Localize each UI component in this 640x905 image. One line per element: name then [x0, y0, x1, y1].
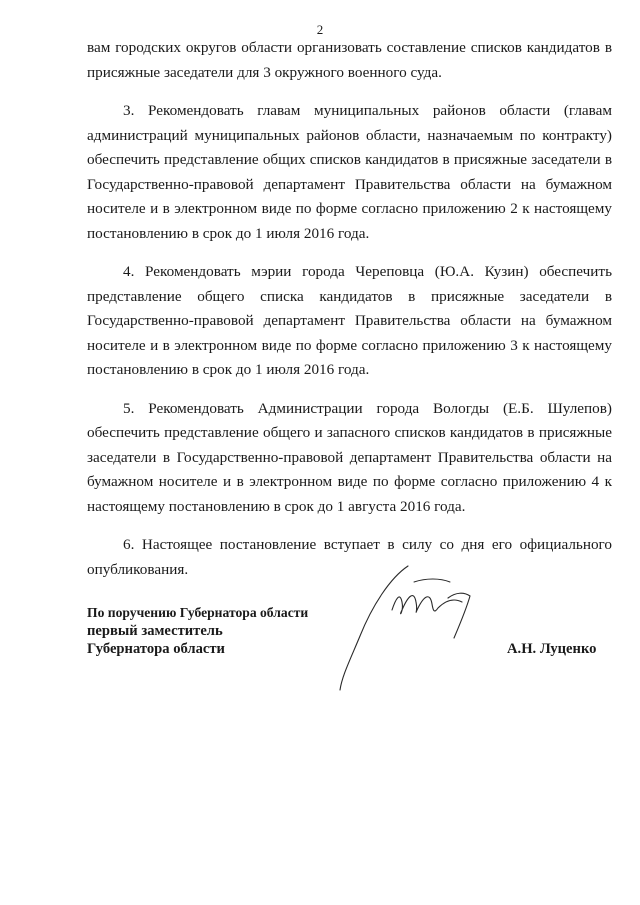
position-line-2: Губернатора области — [87, 641, 225, 657]
paragraph-item-3: 3. Рекомендовать главам муниципальных районов области (главам администраций муниципальных районов области, назначаемым по контракту) обеспечить представление общих списков кандидатов в присяжные заседатели в Государственно-правовой департамент Правительства области на бумажном носителе и в электронном виде по форме согласно приложению 2 к настоящему постановлению в срок до 1 июля 2016 года. — [87, 102, 612, 242]
paragraph-item-5: 5. Рекомендовать Администрации города Вологды (Е.Б. Шулепов) обеспечить представление общего и запасного списков кандидатов в присяжные заседатели в Государственно-правовой департамент Правительства области на бумажном носителе и в электронном виде по форме согласно приложению 4 к настоящему постановлению в срок до 1 августа 2016 года. — [87, 399, 612, 515]
paragraph-continuation: вам городских округов области организовать составление списков кандидатов в присяжные заседатели для 3 окружного военного суда. — [87, 39, 612, 81]
document-body — [87, 36, 612, 582]
handwritten-signature — [330, 558, 490, 698]
position-line-1: первый заместитель — [87, 623, 223, 639]
on-behalf-line: По поручению Губернатора области — [87, 605, 309, 620]
page-number: 2 — [316, 22, 324, 37]
signatory-title-block — [87, 604, 308, 658]
paragraph-item-6: 6. Настоящее постановление вступает в силу со дня его официального опубликования. — [87, 536, 612, 578]
paragraph-item-4: 4. Рекомендовать мэрии города Череповца (Ю.А. Кузин) обеспечить представление общего списка кандидатов в присяжные заседатели в Государственно-правовой департамент Правительства области на бумажном носителе и в электронном виде по форме согласно приложению 3 к настоящему постановлению в срок до 1 июля 2016 года. — [87, 263, 612, 378]
signer-name: А.Н. Луценко — [507, 641, 597, 657]
